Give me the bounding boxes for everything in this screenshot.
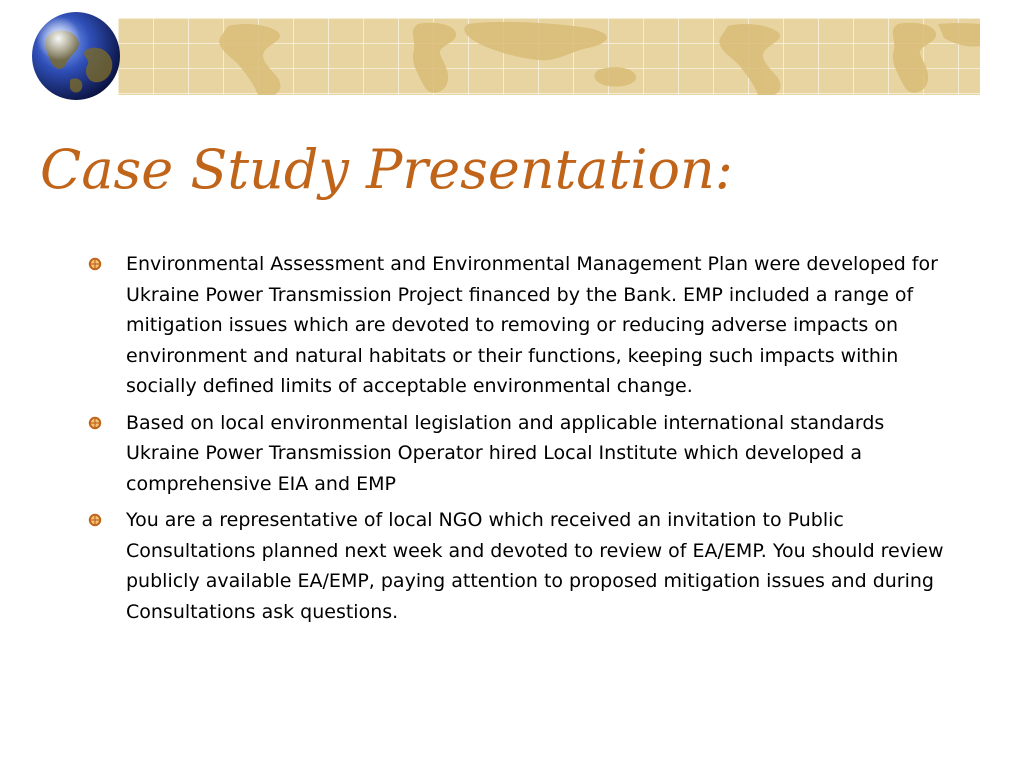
bullet-item — [88, 505, 948, 627]
bullet-text: Based on local environmental legislation and applicable international standards Ukraine Power Transmission Operator hired Local Institute which developed a comprehensive EIA and EMP — [126, 411, 885, 495]
slide-title: Case Study Presentation: — [40, 138, 733, 201]
sun-bullet-icon — [88, 512, 102, 526]
sun-bullet-icon — [88, 256, 102, 270]
bullet-list — [88, 249, 948, 633]
bullet-item — [88, 249, 948, 402]
bullet-item — [88, 408, 948, 500]
world-map-icon — [118, 18, 980, 95]
world-map-banner — [118, 18, 980, 95]
sun-bullet-icon — [88, 415, 102, 429]
bullet-text: Environmental Assessment and Environmental Management Plan were developed for Ukraine Power Transmission Project financed by the Bank. EMP included a range of mitigation issues which are devoted to removing or reducing adverse impacts on environment and natural habitats or their functions, keeping such impacts within socially defined limits of acceptable environmental change. — [126, 253, 938, 397]
bullet-text: You are a representative of local NGO which received an invitation to Public Consultations planned next week and devoted to review of EA/EMP. You should review publicly available EA/EMP, paying attention to proposed mitigation issues and during Consultations ask questions. — [126, 509, 944, 623]
globe-icon — [30, 10, 122, 102]
